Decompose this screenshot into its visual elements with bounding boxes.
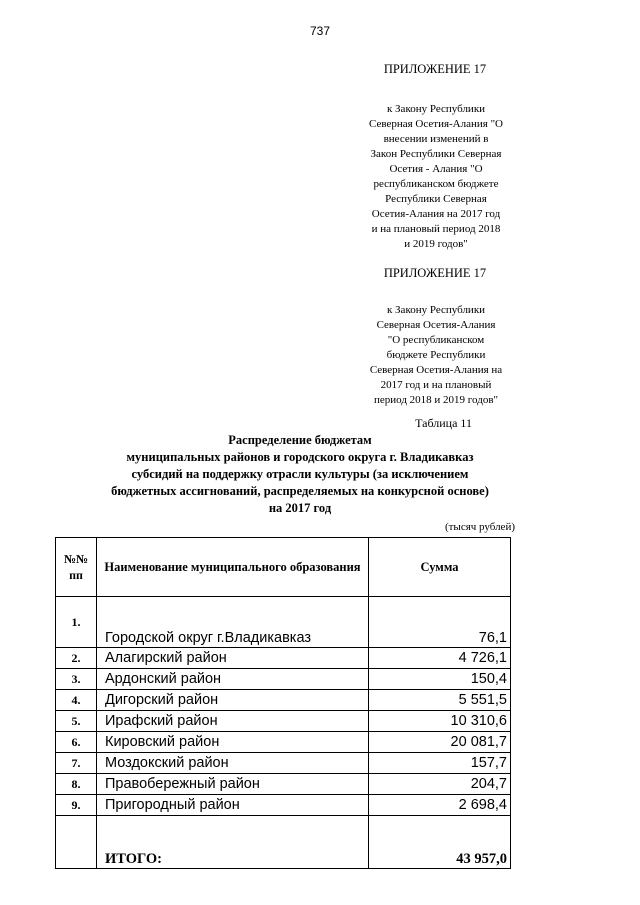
table-row (56, 711, 511, 732)
row-num: 9. (56, 795, 97, 816)
row-name: Дигорский район (97, 690, 369, 711)
header-sum: Сумма (369, 538, 511, 597)
row-sum: 157,7 (369, 753, 511, 774)
row-sum: 4 726,1 (369, 648, 511, 669)
row-sum: 150,4 (369, 669, 511, 690)
row-name: Моздокский район (97, 753, 369, 774)
row-sum: 5 551,5 (369, 690, 511, 711)
title-line: на 2017 год (268, 501, 332, 515)
total-sum: 43 957,0 (369, 816, 511, 869)
table-total-row (56, 816, 511, 869)
table-row (56, 597, 511, 648)
total-label: ИТОГО: (97, 816, 369, 869)
row-num: 4. (56, 690, 97, 711)
ref2-line: период 2018 и 2019 годов" (373, 394, 499, 406)
ref1-line: Северная Осетия-Алания "О (368, 118, 504, 130)
page-number: 737 (309, 24, 331, 38)
row-num: 3. (56, 669, 97, 690)
ref1-line: к Закону Республики (386, 103, 486, 115)
ref1-line: и на плановый период 2018 (371, 223, 501, 235)
row-name: Кировский район (97, 732, 369, 753)
subsidy-table (55, 537, 511, 869)
ref1-line: Осетия-Алания на 2017 год (371, 208, 501, 220)
ref2-line: 2017 год и на плановый (380, 379, 492, 391)
appendix-title-1: ПРИЛОЖЕНИЕ 17 (383, 62, 487, 76)
title-line: бюджетных ассигнований, распределяемых на конкурсной основе) (111, 484, 489, 498)
row-num: 7. (56, 753, 97, 774)
ref1-line: и 2019 годов" (404, 238, 468, 250)
table-number: Таблица 11 (415, 416, 472, 430)
row-name: Ирафский район (97, 711, 369, 732)
title-line: муниципальных районов и городского округа г. Владикавказ (126, 450, 474, 464)
ref2-line: к Закону Республики (386, 304, 486, 316)
ref1-line: внесении изменений в (383, 133, 489, 145)
document-title (50, 432, 550, 517)
row-num: 6. (56, 732, 97, 753)
header-num: №№ пп (56, 538, 97, 597)
table-row (56, 732, 511, 753)
row-name: Правобережный район (97, 774, 369, 795)
ref2-line: Северная Осетия-Алания (376, 319, 496, 331)
row-name: Ардонский район (97, 669, 369, 690)
appendix-reference-2 (352, 303, 520, 408)
table-header-row (56, 538, 511, 597)
row-sum: 20 081,7 (369, 732, 511, 753)
table-row (56, 753, 511, 774)
row-num: 1. (56, 597, 97, 648)
row-num: 8. (56, 774, 97, 795)
table-row (56, 774, 511, 795)
table-row (56, 795, 511, 816)
row-sum: 2 698,4 (369, 795, 511, 816)
table-row (56, 690, 511, 711)
ref1-line: Осетия - Алания "О (389, 163, 483, 175)
units-note: (тысяч рублей) (444, 521, 515, 533)
ref1-line: республиканском бюджете (373, 178, 499, 190)
appendix-title-2: ПРИЛОЖЕНИЕ 17 (383, 266, 487, 280)
row-sum: 204,7 (369, 774, 511, 795)
row-sum: 10 310,6 (369, 711, 511, 732)
ref1-line: Республики Северная (385, 193, 487, 205)
row-name: Алагирский район (97, 648, 369, 669)
title-line: Распределение бюджетам (228, 433, 372, 447)
row-sum: 76,1 (369, 597, 511, 648)
title-line: субсидий на поддержку отрасли культуры (за исключением (131, 467, 469, 481)
ref2-line: "О республиканском (387, 334, 485, 346)
appendix-reference-1 (352, 102, 520, 252)
header-name: Наименование муниципального образования (97, 538, 369, 597)
row-name: Пригородный район (97, 795, 369, 816)
table-row (56, 669, 511, 690)
row-name: Городской округ г.Владикавказ (97, 597, 369, 648)
ref2-line: бюджете Республики (386, 349, 486, 361)
ref2-line: Северная Осетия-Алания на (369, 364, 503, 376)
table-row (56, 648, 511, 669)
row-num: 2. (56, 648, 97, 669)
row-num: 5. (56, 711, 97, 732)
total-num-empty (56, 816, 97, 869)
ref1-line: Закон Республики Северная (370, 148, 502, 160)
